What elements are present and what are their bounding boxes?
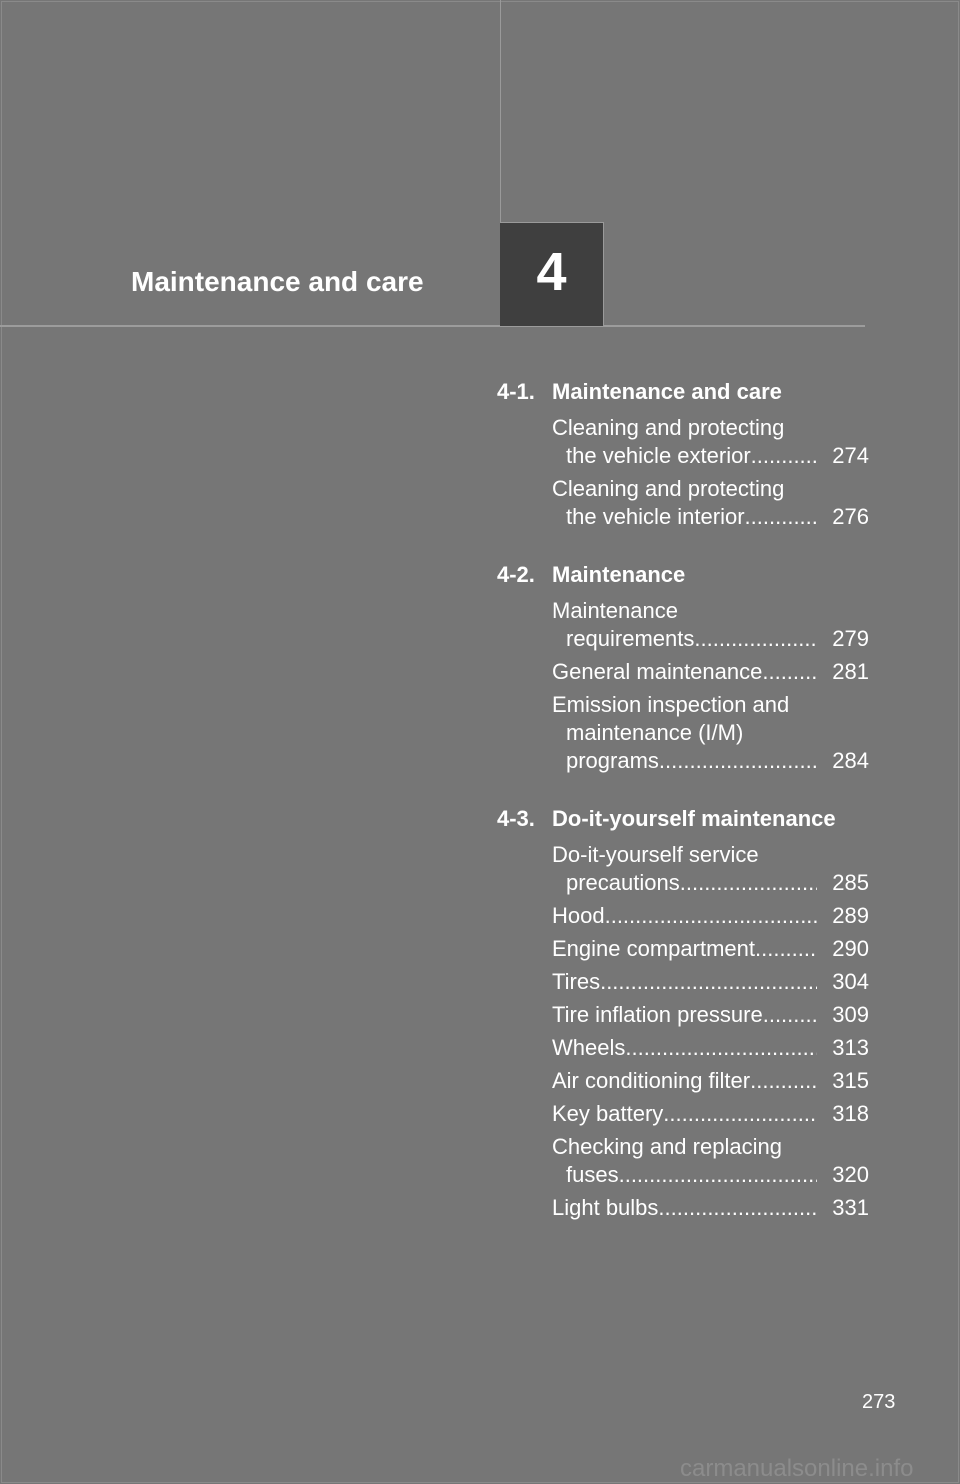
- entry-text-line: Emission inspection and: [552, 692, 790, 717]
- entry-page-number: 290: [832, 936, 869, 961]
- entry-page-number: 315: [832, 1068, 869, 1093]
- entry-text: Tires: [552, 969, 601, 994]
- dot-leader: [619, 1161, 817, 1189]
- toc-section: [497, 561, 869, 775]
- dot-leader: [605, 902, 817, 930]
- chapter-title: Maintenance and care: [131, 266, 424, 297]
- entry-text-line: Cleaning and protecting: [552, 415, 785, 440]
- section-heading[interactable]: [497, 378, 869, 406]
- toc-section: [497, 805, 869, 1222]
- dot-leader: [751, 442, 817, 470]
- toc-entry[interactable]: [552, 475, 869, 531]
- toc-entry[interactable]: [552, 1100, 869, 1128]
- entry-text: the vehicle exterior: [566, 443, 751, 468]
- toc-entry[interactable]: [552, 902, 869, 930]
- entry-page-number: 313: [832, 1035, 869, 1060]
- watermark: carmanualsonline.info: [680, 1455, 914, 1482]
- entry-text-line: maintenance (I/M): [566, 720, 744, 745]
- toc-entry[interactable]: [552, 1001, 869, 1029]
- toc-entry[interactable]: [552, 968, 869, 996]
- toc-entry[interactable]: [552, 1133, 869, 1189]
- entry-text: programs: [566, 748, 659, 773]
- toc-entry[interactable]: [552, 658, 869, 686]
- entry-text: Engine compartment: [552, 936, 755, 961]
- entry-text: the vehicle interior: [566, 504, 745, 529]
- entry-text: Light bulbs: [552, 1195, 659, 1220]
- toc-entry[interactable]: [552, 691, 869, 775]
- page-number: 273: [862, 1391, 896, 1413]
- entry-page-number: 320: [832, 1162, 869, 1187]
- entry-text: Hood: [552, 903, 605, 928]
- entry-text: precautions: [566, 870, 680, 895]
- entry-text: General maintenance: [552, 659, 763, 684]
- entry-page-number: 289: [832, 903, 869, 928]
- entry-page-number: 318: [832, 1101, 869, 1126]
- dot-leader: [755, 935, 817, 963]
- dot-leader: [658, 1194, 817, 1222]
- header-horizontal-rule: [0, 325, 865, 327]
- section-title: Maintenance: [552, 562, 686, 587]
- entry-page-number: 309: [832, 1002, 869, 1027]
- section-title: Do-it-yourself maintenance: [552, 806, 836, 831]
- entry-text-line: Do-it-yourself service: [552, 842, 759, 867]
- dot-leader: [762, 658, 817, 686]
- dot-leader: [659, 747, 817, 775]
- toc-entry[interactable]: [552, 597, 869, 653]
- dot-leader: [750, 1067, 817, 1095]
- entry-page-number: 304: [832, 969, 869, 994]
- section-title: Maintenance and care: [552, 379, 782, 404]
- section-number: 4-1.: [497, 379, 535, 404]
- entry-text-line: Maintenance: [552, 598, 678, 623]
- dot-leader: [763, 1001, 817, 1029]
- table-of-contents: [497, 378, 869, 1252]
- entry-text-line: Cleaning and protecting: [552, 476, 785, 501]
- entry-text: Tire inflation pressure: [552, 1002, 763, 1027]
- toc-entry[interactable]: [552, 1067, 869, 1095]
- section-number: 4-3.: [497, 806, 535, 831]
- toc-entry[interactable]: [552, 1194, 869, 1222]
- section-number: 4-2.: [497, 562, 535, 587]
- entry-text: fuses: [566, 1162, 619, 1187]
- entry-text: Key battery: [552, 1101, 664, 1126]
- entry-page-number: 284: [832, 748, 869, 773]
- chapter-number-tab: [500, 222, 604, 326]
- toc-entry[interactable]: [552, 935, 869, 963]
- entry-text: requirements: [566, 626, 695, 651]
- toc-section: [497, 378, 869, 531]
- dot-leader: [663, 1100, 817, 1128]
- toc-entry[interactable]: [552, 414, 869, 470]
- entry-text: Air conditioning filter: [552, 1068, 751, 1093]
- toc-entry[interactable]: [552, 1034, 869, 1062]
- entry-page-number: 279: [832, 626, 869, 651]
- dot-leader: [600, 968, 817, 996]
- toc-entry[interactable]: [552, 841, 869, 897]
- entry-page-number: 285: [832, 870, 869, 895]
- entry-page-number: 276: [832, 504, 869, 529]
- dot-leader: [680, 869, 817, 897]
- entry-page-number: 281: [832, 659, 869, 684]
- dot-leader: [745, 503, 817, 531]
- entry-text: Wheels: [552, 1035, 626, 1060]
- section-heading[interactable]: [497, 561, 869, 589]
- dot-leader: [694, 625, 817, 653]
- dot-leader: [625, 1034, 817, 1062]
- entry-page-number: 274: [832, 443, 869, 468]
- entry-text-line: Checking and replacing: [552, 1134, 782, 1159]
- section-heading[interactable]: [497, 805, 869, 833]
- chapter-number: 4: [536, 241, 567, 302]
- entry-page-number: 331: [832, 1195, 869, 1220]
